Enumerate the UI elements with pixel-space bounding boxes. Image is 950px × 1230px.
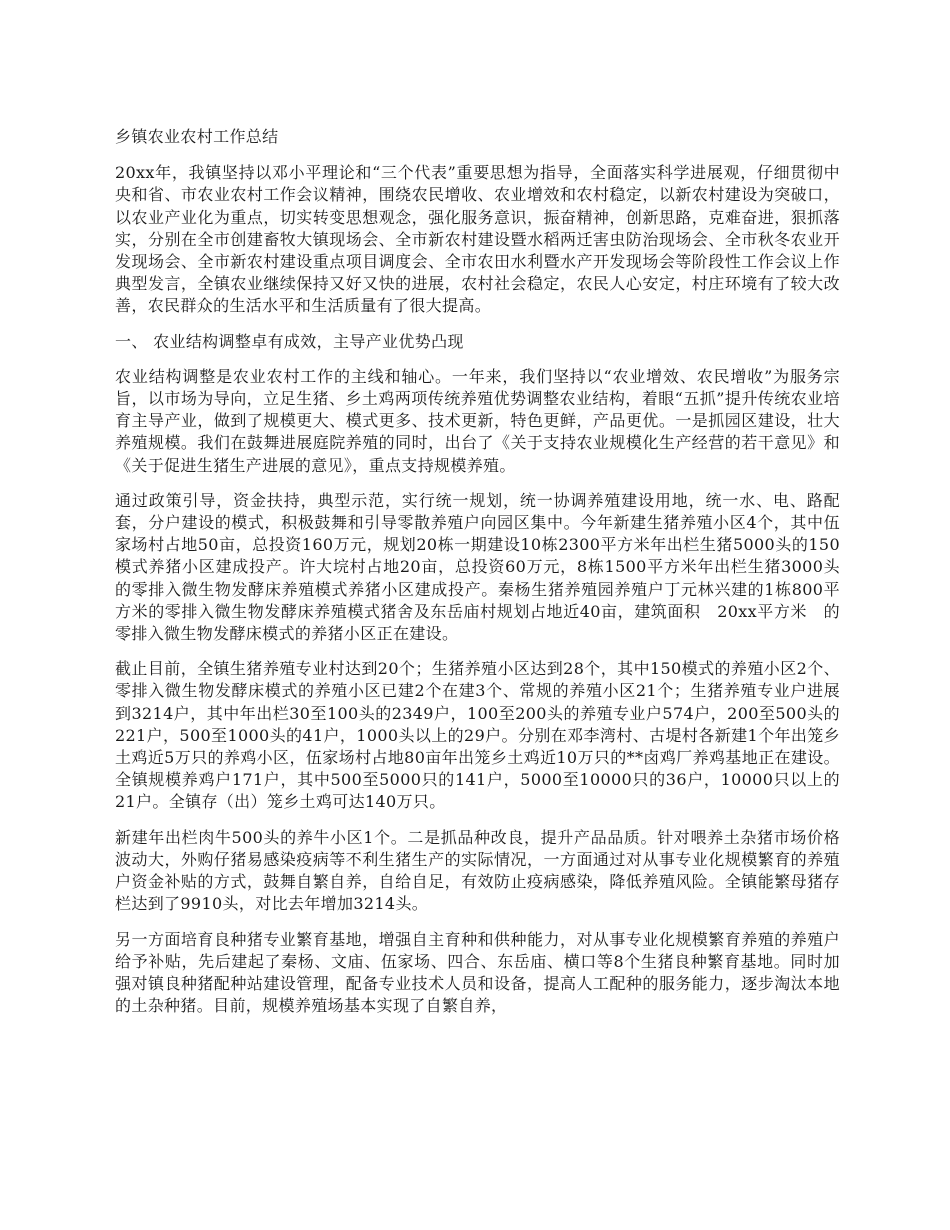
paragraph-intro: 20xx年，我镇坚持以邓小平理论和“三个代表”重要思想为指导，全面落实科学进展观，仔细贯彻中央和省、市农业农村工作会议精神，围绕农民增收、农业增效和农村稳定，以新农村建设为突破口，以农业产业化为重点，切实转变思想观念，强化服务意识，振奋精神，创新思路，克难奋进，狠抓落实，分别在全市创建畜牧大镇现场会、全市新农村建设暨水稻两迁害虫防治现场会、全市秋冬农业开发现场会、全市新农村建设重点项目调度会、全市农田水利暨水产开发现场会等阶段性工作会议上作典型发言，全镇农业继续保持又好又快的进展，农村社会稳定，农民人心安定，村庄环境有了较大改善，农民群众的生活水平和生活质量有了很大提高。 <box>115 163 840 316</box>
paragraph-cattle-breeding: 新建年出栏肉牛500头的养牛小区1个。二是抓品种改良，提升产品品质。针对喂养土杂猪市场价格波动大，外购仔猪易感染疫病等不利生猪生产的实际情况，一方面通过对从事专业化规模繁育的养殖户资金补贴的方式，鼓舞自繁自养，自给自足，有效防止疫病感染，降低养殖风险。全镇能繁母猪存栏达到了9910头，对比去年增加3214头。 <box>115 827 840 914</box>
paragraph-policy-guidance: 通过政策引导，资金扶持，典型示范，实行统一规划，统一协调养殖建设用地，统一水、电、路配套，分户建设的模式，积极鼓舞和引导零散养殖户向园区集中。今年新建生猪养殖小区4个，其中伍家场村占地50亩，总投资160万元，规划20栋一期建设10栋2300平方米年出栏生猪5000头的150模式养猪小区建成投产。许大垸村占地20亩，总投资60万元，8栋1500平方米年出栏生猪3000头的零排入微生物发酵床养殖模式养猪小区建成投产。秦杨生猪养殖园养殖户丁元林兴建的1栋800平方米的零排入微生物发酵床养殖模式猪舍及东岳庙村规划占地近40亩，建筑面积 20xx平方米 的零排入微生物发酵床模式的养猪小区正在建设。 <box>115 490 840 644</box>
paragraph-structure-adjustment: 农业结构调整是农业农村工作的主线和轴心。一年来，我们坚持以“农业增效、农民增收”为服务宗旨，以市场为导向，立足生猪、乡土鸡两项传统养殖优势调整农业结构，着眼“五抓”提升传统农业培育主导产业，做到了规模更大、模式更多、技术更新，特色更鲜，产品更优。一是抓园区建设，壮大养殖规模。我们在鼓舞进展庭院养殖的同时，出台了《关于支持农业规模化生产经营的若干意见》和《关于促进生猪生产进展的意见》，重点支持规模养殖。 <box>115 366 840 475</box>
paragraph-statistics: 截止目前，全镇生猪养殖专业村达到20个；生猪养殖小区达到28个，其中150模式的养殖小区2个、零排入微生物发酵床模式的养殖小区已建2个在建3个、常规的养殖小区21个；生猪养殖专业户进展到3214户，其中年出栏30至100头的2349户，100至200头的养殖专业户574户，200至500头的221户，500至1000头的41户，1000头以上的29户。分别在邓李湾村、古堤村各新建1个年出笼乡土鸡近5万只的养鸡小区，伍家场村占地80亩年出笼乡土鸡近10万只的**卤鸡厂养鸡基地正在建设。全镇规模养鸡户171户，其中500至5000只的141户，5000至10000只的36户，10000只以上的21户。全镇存（出）笼乡土鸡可达140万只。 <box>115 659 840 812</box>
document-page <box>115 126 840 1030</box>
section-heading-1: 一、 农业结构调整卓有成效，主导产业优势凸现 <box>115 331 464 351</box>
paragraph-breeding-base: 另一方面培育良种猪专业繁育基地，增强自主育种和供种能力，对从事专业化规模繁育养殖的养殖户给予补贴，先后建起了秦杨、文庙、伍家场、四合、东岳庙、横口等8个生猪良种繁育基地。同时加强对镇良种猪配种站建设管理，配备专业技术人员和设备，提高人工配种的服务能力，逐步淘汰本地的土杂种猪。目前，规模养殖场基本实现了自繁自养， <box>115 929 840 1016</box>
document-title: 乡镇农业农村工作总结 <box>115 127 279 146</box>
